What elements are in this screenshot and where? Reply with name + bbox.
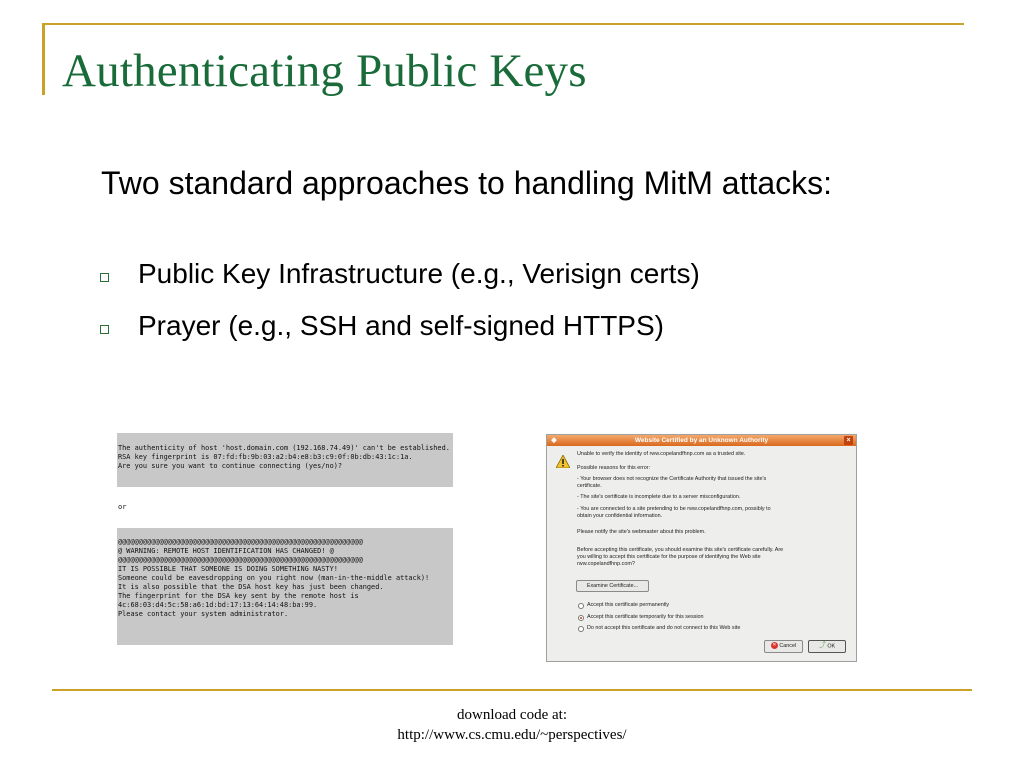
dialog-text: obtain your confidential information. xyxy=(577,513,663,519)
ssh-terminal-screenshot xyxy=(117,433,453,645)
ok-arrow-icon: ⤴ xyxy=(818,642,826,649)
examine-certificate-button[interactable]: Examine Certificate... xyxy=(576,580,649,592)
dialog-text: Before accepting this certificate, you should examine this site's certificate carefully. Are xyxy=(577,547,784,553)
terminal-line: Someone could be eavesdropping on you right now (man-in-the-middle attack)! xyxy=(118,574,430,582)
terminal-line: IT IS POSSIBLE THAT SOMEONE IS DOING SOMETHING NASTY! xyxy=(118,565,338,573)
square-bullet-icon xyxy=(100,273,109,282)
top-rule xyxy=(42,23,964,25)
dialog-text: Possible reasons for this error: xyxy=(577,465,651,471)
terminal-line: It is also possible that the DSA host key has just been changed. xyxy=(118,583,384,591)
dialog-text: you willing to accept this certificate for the purpose of identifying the Web site xyxy=(577,554,761,560)
dialog-message: Unable to verify the identity of rww.copelandfhnp.com as a trusted site. xyxy=(577,451,746,457)
bullet-text: Prayer (e.g., SSH and self-signed HTTPS) xyxy=(138,310,664,341)
footer-label: download code at: xyxy=(457,707,567,723)
intro-text: Two standard approaches to handling MitM attacks: xyxy=(101,165,833,201)
bottom-rule xyxy=(52,689,972,691)
cancel-icon: ✕ xyxy=(772,642,777,649)
terminal-line: @@@@@@@@@@@@@@@@@@@@@@@@@@@@@@@@@@@@@@@@@@@@@@@@@@@@@@@@@@@ xyxy=(118,538,363,546)
warning-icon xyxy=(556,455,570,468)
terminal-line: The fingerprint for the DSA key sent by the remote host is xyxy=(118,592,359,600)
dialog-text: - The site's certificate is incomplete due to a server misconfiguration. xyxy=(577,494,741,500)
terminal-line: Are you sure you want to continue connecting (yes/no)? xyxy=(118,462,343,470)
dialog-text: certificate. xyxy=(577,483,602,489)
app-icon: ◆ xyxy=(551,437,557,444)
dialog-text: - Your browser does not recognize the Certificate Authority that issued the site's xyxy=(577,476,767,482)
dialog-title: Website Certified by an Unknown Authority xyxy=(634,437,769,444)
radio-accept-permanently[interactable] xyxy=(578,603,584,609)
ok-label: OK xyxy=(827,643,836,650)
cancel-label: Cancel xyxy=(779,643,797,649)
ok-button[interactable] xyxy=(808,640,846,653)
terminal-block-warning xyxy=(117,528,453,645)
terminal-line: @@@@@@@@@@@@@@@@@@@@@@@@@@@@@@@@@@@@@@@@@@@@@@@@@@@@@@@@@@@ xyxy=(118,556,363,564)
left-rule xyxy=(42,23,45,95)
terminal-block-prompt xyxy=(117,433,453,487)
radio-accept-temporarily[interactable] xyxy=(578,615,584,621)
close-icon[interactable]: × xyxy=(844,436,853,445)
slide-title: Authenticating Public Keys xyxy=(62,45,587,97)
terminal-line: Please contact your system administrator. xyxy=(118,610,289,618)
cancel-button[interactable] xyxy=(764,640,803,653)
terminal-line: 4c:68:03:d4:5c:58:a6:1d:bd:17:13:64:14:48:ba:99. xyxy=(118,601,318,609)
dialog-text: rww.copelandfhnp.com? xyxy=(577,561,635,567)
terminal-line: @ WARNING: REMOTE HOST IDENTIFICATION HAS CHANGED! @ xyxy=(118,547,334,555)
radio-label: Accept this certificate permanently xyxy=(587,602,670,608)
dialog-titlebar xyxy=(547,435,856,446)
terminal-or-text: or xyxy=(118,503,127,511)
terminal-line: RSA key fingerprint is 07:fd:fb:9b:03:a2:b4:e8:b3:c9:0f:0b:db:43:1c:1a. xyxy=(118,453,413,461)
square-bullet-icon xyxy=(100,325,109,334)
radio-do-not-accept[interactable] xyxy=(578,626,584,632)
dialog-text: - You are connected to a site pretending to be rww.copelandfhnp.com, possibly to xyxy=(577,506,771,512)
terminal-line: The authenticity of host 'host.domain.com (192.168.74.49)' can't be established. xyxy=(118,444,450,452)
certificate-dialog-screenshot xyxy=(546,434,857,662)
radio-label: Do not accept this certificate and do not connect to this Web site xyxy=(587,625,741,631)
bullet-text: Public Key Infrastructure (e.g., Verisign certs) xyxy=(138,258,700,289)
footer-url[interactable]: http://www.cs.cmu.edu/~perspectives/ xyxy=(397,727,627,743)
radio-label: Accept this certificate temporarily for this session xyxy=(587,614,704,620)
dialog-text: Please notify the site's webmaster about this problem. xyxy=(577,529,706,535)
